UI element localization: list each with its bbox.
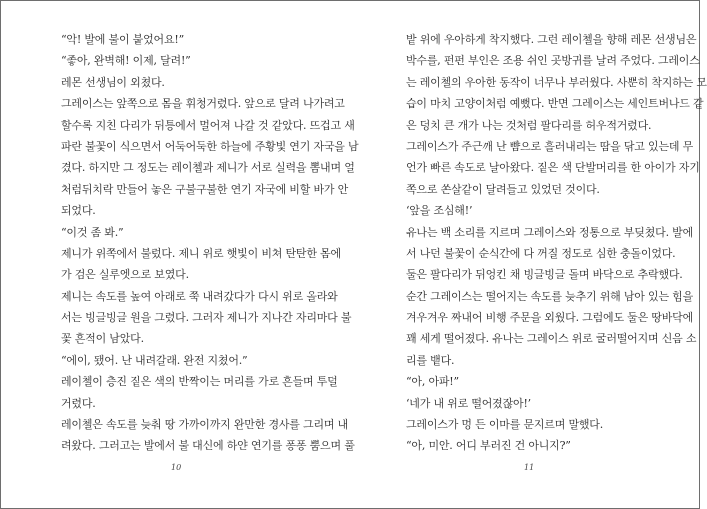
text-line: 제니는 속도를 높여 아래로 쭉 내려갔다가 다시 위로 올라와 xyxy=(61,289,338,303)
text-line: “아, 미안. 어디 부러진 건 아니지?” xyxy=(406,439,571,453)
text-line: 제니가 위쪽에서 불렀다. 제니 위로 햇빛이 비쳐 탄탄한 몸에 xyxy=(61,246,341,260)
left-page xyxy=(61,29,359,457)
text-line: 언가 빠른 속도로 날아왔다. 짙은 색 단발머리를 한 아이가 자기 xyxy=(406,161,700,175)
text-line: 박수를, 펀펀 부인은 조용 쉬인 곳방귀를 날려 주었다. 그레이스 xyxy=(406,54,700,68)
text-line: 습이 마치 고양이처럼 예뻤다. 반면 그레이스는 세인트버나드 같 xyxy=(406,97,704,111)
text-line: 겼다. 하지만 그 정도는 레이첼과 제니가 서로 실력을 뽐내며 얼 xyxy=(61,161,355,175)
text-line: 유나는 백 소리를 지르며 그레이스와 정통으로 부딪쳤다. 발에 xyxy=(406,225,694,239)
text-line: “에이, 됐어. 난 내려갈래. 완전 지쳤어.” xyxy=(61,353,248,367)
text-line: “좋아, 완벽해! 이제, 달려!” xyxy=(61,54,191,68)
text-line: “악! 발에 불이 붙었어요!” xyxy=(61,33,185,46)
text-line: 그레이스가 멍 든 이마를 문지르며 말했다. xyxy=(406,418,604,432)
text-line: 리를 뱉다. xyxy=(406,353,455,367)
text-line: 레몬 선생님이 외쳤다. xyxy=(61,75,165,89)
text-line: 서는 빙글빙글 원을 그렸다. 그러자 제니가 지나간 자리마다 불 xyxy=(61,311,352,325)
text-line: “아, 아파!” xyxy=(406,375,459,389)
text-line: 순간 그레이스는 떨어지는 속도를 늦추기 위해 남아 있는 힘을 xyxy=(406,289,694,303)
text-line: 되었다. xyxy=(61,204,96,218)
text-line: 그레이스는 앞쪽으로 몸을 휘청거렸다. 앞으로 달려 나가려고 xyxy=(61,97,345,111)
text-line: 레이첼이 층진 짙은 색의 반짝이는 머리를 가로 흔들며 투덜 xyxy=(61,375,338,389)
text-line: 처럼뒤치락 만들어 놓은 구불구불한 연기 자국에 비할 바가 안 xyxy=(61,182,349,196)
right-page xyxy=(406,29,707,457)
text-line: 쪽으로 쏜살같이 달려들고 있었던 것이다. xyxy=(406,182,600,196)
text-line: 거렸다. xyxy=(61,396,96,410)
text-line: 서 나던 불꽃이 순식간에 다 꺼질 정도로 심한 충돌이었다. xyxy=(406,246,676,260)
text-line: 은 덩치 큰 개가 나는 것처럼 팔다리를 허우적거렸다. xyxy=(406,118,652,132)
left-page-number: 10 xyxy=(171,463,182,472)
text-line: ‘네가 내 위로 떨어졌잖아!’ xyxy=(406,396,531,410)
text-line: “이것 좀 봐.” xyxy=(61,225,124,239)
text-line: 레이첼은 속도를 늦춰 땅 가까이까지 완만한 경사를 그리며 내 xyxy=(61,418,349,432)
text-line: 겨우겨우 짜내어 비행 주문을 외웠다. 그럼에도 둘은 땅바닥에 xyxy=(406,311,694,325)
text-line: 할수록 지친 다리가 뒤틍에서 멀어져 나갈 것 같았다. 뜨겁고 새 xyxy=(61,118,355,132)
text-line: 그레이스가 주근깨 난 뺨으로 흘러내리는 땀을 닦고 있는데 무 xyxy=(406,139,694,153)
text-line: 는 레이첼의 우아한 동작이 너무나 부러웠다. 사뿐히 착지하는 모 xyxy=(406,75,707,89)
text-line: 가 검은 실루엣으로 보였다. xyxy=(61,268,189,282)
text-line: 려왔다. 그러고는 발에서 불 대신에 하얀 연기를 퐁퐁 뿜으며 풀 xyxy=(61,439,355,453)
text-line: 둘은 팔다리가 뒤엉킨 채 빙글빙글 돌며 바닥으로 추락했다. xyxy=(406,268,683,282)
text-line: 밭 위에 우아하게 착지했다. 그런 레이첼을 향해 레몬 선생님은 xyxy=(406,33,697,46)
right-page-number: 11 xyxy=(524,463,535,472)
text-line: 파란 불꽃이 식으면서 어둑어둑한 하늘에 주황빛 연기 자국을 남 xyxy=(61,139,359,153)
text-line: ‘앞을 조심해!’ xyxy=(406,204,473,218)
text-line: 꽃 흔적이 남았다. xyxy=(61,332,144,346)
text-line: 꽤 세게 떨어졌다. 유나는 그레이스 위로 굴러떨어지며 신음 소 xyxy=(406,332,697,346)
